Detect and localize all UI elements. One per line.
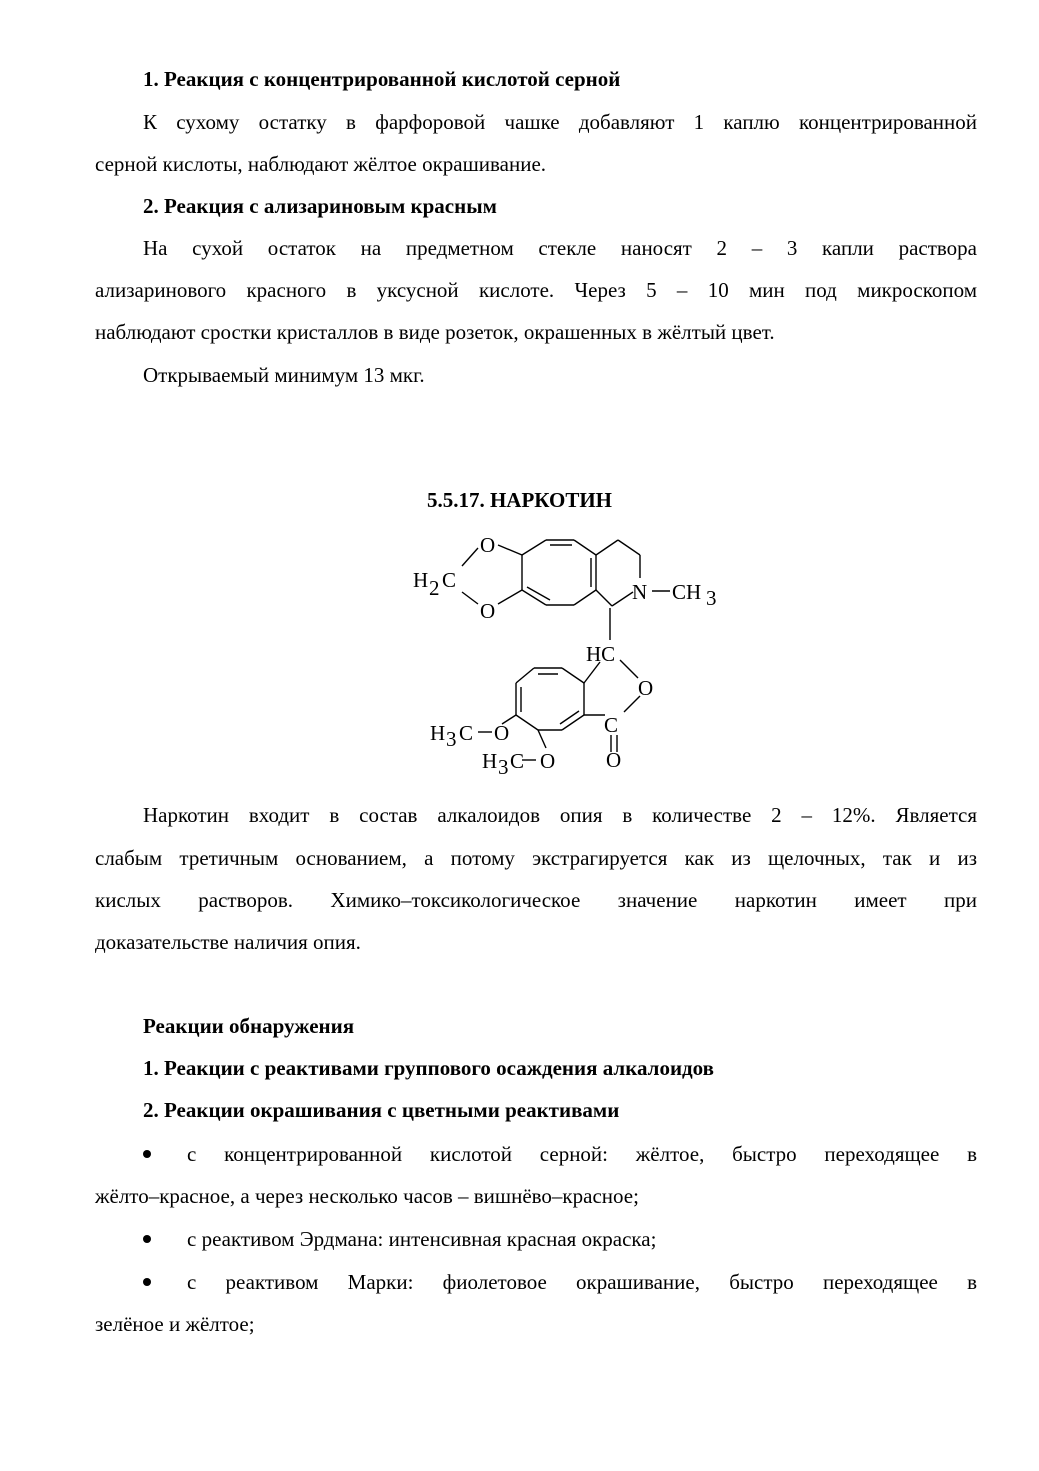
methoxy1-o-label: O [494,721,510,745]
methoxy2-h-label: H [482,749,498,773]
h2c-c-label: C [442,568,457,592]
oxygen-top-label: O [480,533,496,557]
lactone-oxygen-label: O [638,676,654,700]
carbonyl-oxygen-label: O [606,748,622,772]
h2c-h-label: H [413,568,429,592]
methoxy2-o-label: O [540,749,556,773]
section2-heading: 2. Реакция с ализариновым красным [143,194,497,218]
bullet-dot-3 [143,1269,155,1295]
section1-line2: серной кислоты, наблюдают жёлтое окрашивание. [95,152,547,176]
section1-line1: К сухому остатку в фарфоровой чашке добавляют 1 каплю концентрированной [143,110,977,134]
bullet3-line1: с реактивом Марки: фиолетовое окрашивание, быстро переходящее в [187,1270,977,1294]
bullet-dot-2 [143,1226,155,1252]
methoxy2-c-label: C [510,749,525,773]
bullet1-line1: с концентрированной кислотой серной: жёлтое, быстро переходящее в [187,1142,977,1166]
description-line1: Наркотин входит в состав алкалоидов опия в количестве 2 – 12%. Является [143,803,977,827]
methoxy1-c-label: C [459,721,474,745]
methyl-ch-label: CH [672,580,702,604]
description-line4: доказательстве наличия опия. [95,930,361,954]
section2-line2: ализаринового красного в уксусной кислоте. Через 5 – 10 мин под микроскопом [95,278,977,302]
bullet-dot-1 [143,1141,155,1167]
description-line2: слабым третичным основанием, а потому экстрагируется как из щелочных, так и из [95,846,977,870]
oxygen-bottom-label: O [480,599,496,623]
h2c-sub-label: 2 [429,576,440,600]
description-line3: кислых растворов. Химико–токсикологическое значение наркотин имеет при [95,888,977,912]
bullet1-line2: жёлто–красное, а через несколько часов – вишнёво–красное; [95,1184,639,1208]
detection-item1: 1. Реакции с реактивами группового осаждения алкалоидов [143,1056,714,1080]
section2-line3: наблюдают сростки кристаллов в виде розеток, окрашенных в жёлтый цвет. [95,320,775,344]
section1-heading: 1. Реакция с концентрированной кислотой серной [143,67,621,91]
hc-label: HC [586,642,616,666]
carbonyl-carbon-label: C [604,713,619,737]
detection-item2: 2. Реакции окрашивания с цветными реактивами [143,1098,620,1122]
methoxy2-sub-label: 3 [498,755,509,779]
methoxy1-sub-label: 3 [446,727,457,751]
detection-heading: Реакции обнаружения [143,1014,355,1038]
section2-line4: Открываемый минимум 13 мкг. [143,363,425,387]
bullet3-line2: зелёное и жёлтое; [95,1312,255,1336]
compound-title: 5.5.17. НАРКОТИН [426,488,613,512]
methoxy1-h-label: H [430,721,446,745]
nitrogen-label: N [632,580,648,604]
bullet2-text: с реактивом Эрдмана: интенсивная красная окраска; [187,1227,657,1251]
section2-line1: На сухой остаток на предметном стекле наносят 2 – 3 капли раствора [143,236,977,260]
methyl-sub-label: 3 [706,586,717,610]
